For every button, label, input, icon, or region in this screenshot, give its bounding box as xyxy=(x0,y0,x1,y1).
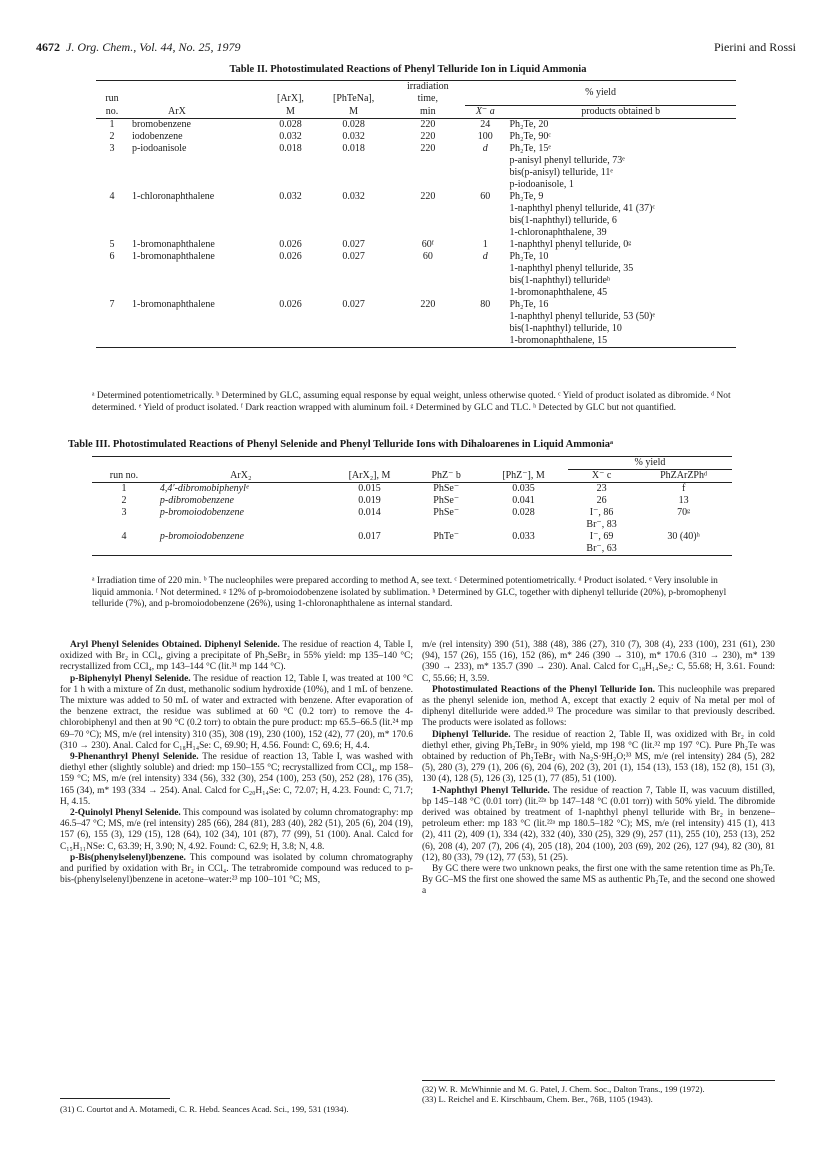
t2-run: 1 xyxy=(109,118,115,130)
t2-run: 5 xyxy=(109,238,115,250)
paragraph-heading: 1-Naphthyl Phenyl Telluride. xyxy=(432,785,550,796)
t3-head-prod: PhZArZPhᵈ xyxy=(660,470,708,481)
t2-product-line: 1-bromonaphthalene, 15 xyxy=(509,334,608,346)
t2-x: d xyxy=(482,250,488,262)
paragraph xyxy=(422,685,775,730)
paragraph xyxy=(422,730,775,786)
t2-product-line: p-iodoanisole, 1 xyxy=(509,178,574,190)
paragraph-text: This nucleophile was prepared as the phenyl selenide ion, method A, except that exactly 2 equiv of Na metal per mol of diphenyl ditelluride were added.¹³ The procedure was similar to that previously described. The products were isolated as follows: xyxy=(422,684,775,729)
t2-arx: 1-bromonaphthalene xyxy=(132,250,215,262)
left-references xyxy=(60,1104,413,1114)
paragraph xyxy=(60,640,413,674)
t3-arx-conc: 0.014 xyxy=(358,507,381,518)
t3-arx-conc: 0.015 xyxy=(358,483,381,494)
t2-arx-conc: 0.026 xyxy=(279,238,302,250)
t2-arx-conc: 0.032 xyxy=(279,190,302,202)
t2-product-line: bis(1-naphthyl) tellurideʰ xyxy=(509,274,611,286)
table2 xyxy=(96,80,736,348)
t2-products xyxy=(505,239,736,251)
table-row xyxy=(96,299,736,348)
paragraph-text: The residue of reaction 7, Table II, was vacuum distilled, bp 145–148 °C (0.01 torr) (lit.²²ᵃ bp 147–148 °C (0.01 torr)) with 50% yield. The dibromide derived was obtained by treatment of 1-naphthyl phenyl telluride with Br₂ in benzene–petroleum ether: mp 183 °C (lit.²²ᵃ mp 180.5–182 °C); MS, m/e (rel intensity) 415 (1), 413 (2), 411 (2), 409 (1), 334 (42), 332 (40), 330 (25), 329 (9), 257 (11), 255 (10), 253 (13), 252 (6), 208 (4), 207 (7), 206 (4), 205 (18), 204 (100), 203 (69), 202 (26), 127 (94), 82 (30), 81 (12), 80 (33), 79 (12), 77 (53), 51 (25). xyxy=(422,785,775,863)
left-column xyxy=(60,640,413,886)
paragraph-text: The residue of reaction 13, Table I, was washed with diethyl ether (slightly soluble) and dried: mp 150–155 °C; recrystallized from CCl₄, mp 158–159 °C; MS, m/e (rel intensity) 334 (56), 332 (30), 254 (100), 253 (50), 252 (28), 176 (35), 165 (34), m* 193 (334 → 254). Anal. Calcd for C₂₀H₁₄Se: C, 72.07; H, 4.23. Found: C, 71.7; H, 4.15. xyxy=(60,752,413,807)
t2-phtena-conc: 0.027 xyxy=(342,250,365,262)
t2-x: 60 xyxy=(480,190,491,202)
t3-head-phz: PhZ⁻ b xyxy=(431,470,461,481)
left-ref-rule xyxy=(60,1098,170,1099)
t3-phz: PhSe⁻ xyxy=(433,495,460,506)
t2-products xyxy=(505,251,736,299)
t3-x xyxy=(568,531,635,556)
t3-arx: p-dibromobenzene xyxy=(159,495,234,506)
paragraph-text: The residue of reaction 4, Table I, oxidized with Br₂ in CCl₄, giving a precipitate of Ph₂SeBr₂ in 55% yield: mp 135–140 °C; recrystallized from CCl₄, mp 143–144 °C (lit.³¹ mp 144 °C). xyxy=(60,640,413,673)
t2-arx: p-iodoanisole xyxy=(132,142,187,154)
paragraph-heading: Photostimulated Reactions of the Phenyl Telluride Ion. xyxy=(432,684,655,695)
paragraph-heading: p-Biphenylyl Phenyl Selenide. xyxy=(70,673,191,684)
t3-head-x: X⁻ c xyxy=(591,470,612,481)
t2-phtena-conc: 0.027 xyxy=(342,298,365,310)
t3-phz-conc: 0.028 xyxy=(512,507,535,518)
t2-products xyxy=(505,191,736,239)
page-header xyxy=(36,40,796,56)
t3-phz-conc: 0.041 xyxy=(512,495,535,506)
t2-phtena-conc: 0.018 xyxy=(342,142,365,154)
t2-product-line: p-anisyl phenyl telluride, 73ᵉ xyxy=(509,154,625,166)
paragraph-heading: p-Bis(phenylselenyl)benzene. xyxy=(70,852,186,863)
t2-x: 24 xyxy=(480,118,491,130)
t2-product-line: Ph₂Te, 9 xyxy=(509,190,544,202)
table-row xyxy=(92,531,732,556)
table2-body xyxy=(96,118,736,347)
running-authors: Pierini and Rossi xyxy=(713,40,796,54)
table-row xyxy=(96,143,736,191)
table2-footnote: ᵃ Determined potentiometrically. ᵇ Determined by GLC, assuming equal response by equal weight, unless otherwise quoted. ᶜ Yield of product isolated as dibromide. ᵈ Not determined. ᵉ Yield of product isolated. ᶠ Dark reaction wrapped with aluminum foil. ᵍ Determined by GLC and TLC. ʰ Detected by GLC but not quantified. xyxy=(92,391,731,413)
right-column xyxy=(422,640,775,898)
t2-product-line: 1-chloronaphthalene, 39 xyxy=(509,226,607,238)
table-row xyxy=(92,507,732,531)
t3-head-phzc: [PhZ⁻], M xyxy=(502,470,545,481)
table-row xyxy=(96,191,736,239)
t3-phz: PhTe⁻ xyxy=(433,531,460,542)
t3-x-line: Br⁻, 63 xyxy=(586,543,617,554)
t2-arx-conc: 0.026 xyxy=(279,298,302,310)
t3-run: 1 xyxy=(121,483,127,494)
t2-product-line: 1-naphthyl phenyl telluride, 0ᵍ xyxy=(509,238,632,250)
t2-head-run1: run xyxy=(105,93,119,104)
t3-x-line: 26 xyxy=(596,495,607,506)
t3-x xyxy=(568,483,635,496)
reference: (32) W. R. McWhinnie and M. G. Patel, J. Chem. Soc., Dalton Trans., 199 (1972). xyxy=(422,1084,705,1094)
t2-head-yield: % yield xyxy=(465,81,736,106)
table-row xyxy=(96,118,736,131)
right-ref-rule xyxy=(422,1080,775,1081)
t2-arx-conc: 0.028 xyxy=(279,118,302,130)
paragraph xyxy=(60,752,413,808)
paragraph xyxy=(422,640,775,685)
t3-head-run: run no. xyxy=(109,470,139,481)
paragraph xyxy=(422,864,775,898)
t2-head-na2: M xyxy=(349,105,359,117)
paragraph-heading: 2-Quinolyl Phenyl Selenide. xyxy=(70,808,181,819)
t2-product-line: bis(p-anisyl) telluride, 11ᵉ xyxy=(509,166,613,178)
table3-caption: Table III. Photostimulated Reactions of Phenyl Selenide and Phenyl Telluride Ions with Dihaloarenes in Liquid Ammoniaᵃ xyxy=(68,439,614,450)
t3-head-arxc: [ArX₂], M xyxy=(348,470,391,481)
table2-caption: Table II. Photostimulated Reactions of Phenyl Telluride Ion in Liquid Ammonia xyxy=(229,64,587,75)
t3-run: 2 xyxy=(121,495,127,506)
t2-run: 4 xyxy=(109,190,115,202)
t2-product-line: Ph₂Te, 16 xyxy=(509,298,549,310)
paragraph-text: The residue of reaction 2, Table II, was oxidized with Br₂ in cold diethyl ether, giving Ph₂TeBr₂ in 90% yield, mp 198 °C (lit.³² mp 197 °C). Pure Ph₂Te was obtained by reduction of Ph₂TeBr₂ with Na₂S·9H₂O;³³ MS, m/e (rel intensity) 284 (5), 282 (5), 280 (3), 279 (1), 206 (6), 204 (6), 202 (3), 201 (1), 154 (13), 153 (18), 152 (8), 151 (3), 130 (4), 128 (5), 126 (3), 125 (1), 77 (85), 51 (100). xyxy=(422,729,775,785)
t2-product-line: 1-naphthyl phenyl telluride, 41 (37)ᶜ xyxy=(509,202,656,214)
t3-prod: 30 (40)ʰ xyxy=(667,531,700,542)
t2-x: d xyxy=(482,142,488,154)
paragraph-text: The residue of reaction 12, Table I, was treated at 100 °C for 1 h with a mixture of Zn dust, methanolic sodium hydroxide (10%), and 1 mL of benzene. The mixture was added to 50 mL of water and extracted with benzene. After evaporation of the benzene extract, the residue was sublimed at 60 °C (0.2 torr) to remove the 4-chlorobiphenyl and then at 90 °C (0.2 torr) to obtain the pure product: mp 65.5–66.5 (lit.²⁴ mp 69–70 °C); MS, m/e (rel intensity) 310 (35), 308 (19), 230 (100), 152 (42), 77 (20), m* 170.6 (310 → 230). Anal. Calcd for C₁₈H₁₄Se: C, 69.90; H, 4.56. Found: C, 69.6; H, 4.4. xyxy=(60,673,413,751)
t3-head-arx: ArX₂ xyxy=(230,470,252,481)
t2-product-line: bis(1-naphthyl) telluride, 6 xyxy=(509,214,617,226)
t3-x xyxy=(568,495,635,507)
t3-phz-conc: 0.035 xyxy=(512,483,535,494)
table3-footnote: ᵃ Irradiation time of 220 min. ᵇ The nucleophiles were prepared according to method A, see text. ᶜ Determined potentiometrically. ᵈ Product isolated. ᵉ Very insoluble in liquid ammonia. ᶠ Not determined. ᵍ 12% of p-bromoiodobenzene isolated by sublimation. ʰ Determined by GLC, together with diphenyl telluride (20%), p-bromophenyl telluride (7%), and p-bromoiodobenzene (26%), using 1-chloronaphthalene as internal standard. xyxy=(92,576,727,609)
t2-head-arxc1: [ArX], xyxy=(276,93,304,104)
t3-arx: 4,4′-dibromobiphenylᵉ xyxy=(159,483,249,494)
t2-time: 60ᶠ xyxy=(421,238,434,250)
t3-x-line: I⁻, 86 xyxy=(589,507,614,518)
t3-phz-conc: 0.033 xyxy=(512,531,535,542)
t2-products xyxy=(505,118,736,131)
t2-arx-conc: 0.032 xyxy=(279,130,302,142)
paragraph-heading: 9-Phenanthryl Phenyl Selenide. xyxy=(70,752,199,763)
t2-run: 3 xyxy=(109,142,115,154)
t2-time: 220 xyxy=(420,298,436,310)
t2-head-x: X⁻ a xyxy=(475,105,495,117)
paragraph-text: This compound was isolated by column chromatography: mp 46.5–47 °C; MS, m/e (rel intensity) 285 (66), 284 (81), 283 (40), 282 (51), 205 (6), 204 (19), 157 (6), 155 (3), 129 (15), 128 (64), 102 (34), 101 (87), 77 (99), 51 (100). Anal. Calcd for C₁₅H₁₁NSe: C, 63.39; H, 3.90; N, 4.92. Found: C, 62.9; H, 3.8; N, 4.8. xyxy=(60,808,413,852)
t3-x xyxy=(568,507,635,531)
t2-x: 80 xyxy=(480,298,491,310)
table-row xyxy=(96,239,736,251)
t2-head-irr1: irradiation xyxy=(406,81,449,92)
t3-arx: p-bromoiodobenzene xyxy=(159,507,244,518)
t3-arx-conc: 0.019 xyxy=(358,495,381,506)
t3-prod: 70ᵍ xyxy=(677,507,691,518)
t2-arx: 1-chloronaphthalene xyxy=(132,190,215,202)
t3-x-line: 23 xyxy=(596,483,607,494)
t2-product-line: Ph₂Te, 10 xyxy=(509,250,549,262)
table-row xyxy=(92,495,732,507)
right-references xyxy=(422,1084,775,1105)
t2-arx: bromobenzene xyxy=(132,118,191,130)
t2-head-na1: [PhTeNa], xyxy=(333,93,375,104)
t2-product-line: Ph₂Te, 90ᶜ xyxy=(509,130,551,142)
t2-phtena-conc: 0.028 xyxy=(342,118,365,130)
table3 xyxy=(92,456,732,556)
t2-product-line: bis(1-naphthyl) telluride, 10 xyxy=(509,322,622,334)
t2-head-arx: ArX xyxy=(168,105,186,117)
t2-product-line: Ph₂Te, 15ᵉ xyxy=(509,142,551,154)
t2-arx-conc: 0.026 xyxy=(279,250,302,262)
t2-time: 220 xyxy=(420,130,436,142)
t2-arx-conc: 0.018 xyxy=(279,142,302,154)
t2-arx: iodobenzene xyxy=(132,130,183,142)
t3-prod: f xyxy=(681,483,686,494)
t2-head-run2: no. xyxy=(105,105,119,117)
t3-run: 4 xyxy=(121,531,127,542)
paragraph-heading: Aryl Phenyl Selenides Obtained. Diphenyl Selenide. xyxy=(70,640,280,650)
t2-x: 1 xyxy=(482,238,488,250)
t2-products xyxy=(505,299,736,348)
table-row xyxy=(96,131,736,143)
journal-citation: J. Org. Chem., Vol. 44, No. 25, 1979 xyxy=(66,40,241,54)
t3-arx-conc: 0.017 xyxy=(358,531,381,542)
t2-arx: 1-bromonaphthalene xyxy=(132,298,215,310)
t2-x: 100 xyxy=(477,130,493,142)
t3-x-line: I⁻, 69 xyxy=(589,531,614,542)
t3-arx: p-bromoiodobenzene xyxy=(159,531,244,542)
t2-head-arxc2: M xyxy=(286,105,295,117)
page-number: 4672 xyxy=(36,40,60,54)
t2-product-line: Ph₂Te, 20 xyxy=(509,118,549,130)
t2-time: 220 xyxy=(420,142,436,154)
t2-product-line: 1-bromonaphthalene, 45 xyxy=(509,286,608,298)
t2-time: 60 xyxy=(422,250,433,262)
table-row xyxy=(92,483,732,496)
table3-body xyxy=(92,483,732,556)
t3-head-yield: % yield xyxy=(568,457,732,470)
t2-time: 220 xyxy=(420,118,436,130)
t3-prod: 13 xyxy=(678,495,689,506)
t2-head-irr2: time, xyxy=(417,93,438,104)
t2-phtena-conc: 0.032 xyxy=(342,130,365,142)
t2-run: 7 xyxy=(109,298,115,310)
t2-phtena-conc: 0.027 xyxy=(342,238,365,250)
paragraph-text: m/e (rel intensity) 390 (51), 388 (48), 386 (27), 310 (7), 308 (4), 233 (100), 231 (61), 230 (94), 157 (26), 155 (16), 152 (86), m* 246 (390 → 310), m* 170.6 (310 → 230), m* 139 (390 → 233), m* 135.7 (390 → 230). Anal. Calcd for C₁₈H₁₄Se₂: C, 55.68; H, 3.61. Found: C, 55.66; H, 3.59. xyxy=(422,640,775,684)
paragraph xyxy=(422,786,775,864)
t2-arx: 1-bromonaphthalene xyxy=(132,238,215,250)
t3-phz: PhSe⁻ xyxy=(433,507,460,518)
t2-product-line: 1-naphthyl phenyl telluride, 35 xyxy=(509,262,634,274)
paragraph-heading: Diphenyl Telluride. xyxy=(432,729,511,740)
t2-products xyxy=(505,143,736,191)
t3-phz: PhSe⁻ xyxy=(433,483,460,494)
paragraph xyxy=(60,853,413,887)
paragraph xyxy=(60,808,413,853)
t2-head-products: products obtained b xyxy=(581,105,661,117)
t2-product-line: 1-naphthyl phenyl telluride, 53 (50)ᵉ xyxy=(509,310,656,322)
t2-run: 6 xyxy=(109,250,115,262)
reference: (33) L. Reichel and E. Kirschbaum, Chem. Ber., 76B, 1105 (1943). xyxy=(422,1094,653,1105)
paragraph-text: By GC there were two unknown peaks, the first one with the same retention time as Ph₂Te. By GC–MS the first one showed the same MS as authentic Ph₂Te, and the second one showed a xyxy=(422,864,775,897)
t3-run: 3 xyxy=(121,507,127,518)
reference: (31) C. Courtot and A. Motamedi, C. R. Hebd. Seances Acad. Sci., 199, 531 (1934). xyxy=(60,1104,349,1114)
t2-time: 220 xyxy=(420,190,436,202)
t2-head-irr3: min xyxy=(420,105,436,117)
t2-products xyxy=(505,131,736,143)
paragraph xyxy=(60,674,413,752)
table-row xyxy=(96,251,736,299)
paragraph-text: This compound was isolated by column chromatography and purified by oxidation with Br₂ in CCl₄. The tetrabromide compound was reduced to p-bis-(phenylselenyl)benzene in acetone–water:²³ mp 100–101 °C; MS, xyxy=(60,852,413,886)
t3-x-line: Br⁻, 83 xyxy=(586,519,617,530)
t2-phtena-conc: 0.032 xyxy=(342,190,365,202)
t2-run: 2 xyxy=(109,130,115,142)
